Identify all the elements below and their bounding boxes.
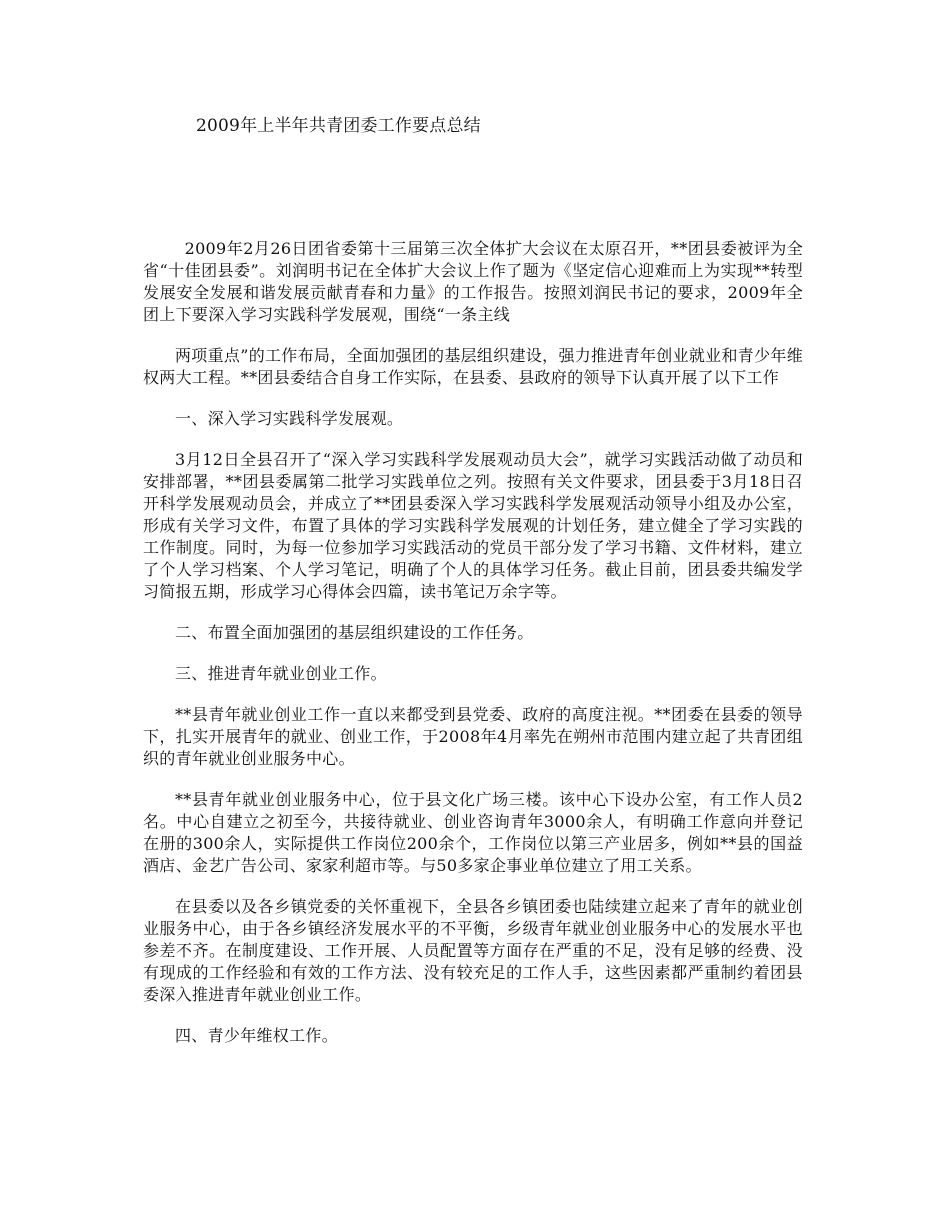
paragraph-6: 在县委以及各乡镇党委的关怀重视下，全县各乡镇团委也陆续建立起来了青年的就业创业服务中心，由于各乡镇经济发展水平的不平衡，乡级青年就业创业服务中心的发展水平也参差不齐。在制度建设、工作开展、人员配置等方面存在严重的不足，没有足够的经费、没有现成的工作经验和有效的工作方法、没有较充足的工作人手，这些因素都严重制约着团县委深入推进青年就业创业工作。 [143,897,803,1004]
section-heading-3: 三、推进青年就业创业工作。 [175,664,387,683]
paragraph-2: 两项重点”的工作布局，全面加强团的基层组织建设，强力推进青年创业就业和青少年维权两大工程。**团县委结合自身工作实际，在县委、县政府的领导下认真开展了以下工作 [143,346,803,387]
paragraph-3: 3月12日全县召开了“深入学习实践科学发展观动员大会”，就学习实践活动做了动员和安排部署，**团县委属第二批学习实践单位之列。按照有关文件要求，团县委于3月18日召开科学发展观动员会，并成立了**团县委深入学习实践科学发展观活动领导小组及办公室，形成有关学习文件，布置了具体的学习实践科学发展观的计划任务，建立健全了学习实践的工作制度。同时，为每一位参加学习实践活动的党员干部分发了学习书籍、文件材料，建立了个人学习档案、个人学习笔记，明确了个人的具体学习任务。截止目前，团县委共编发学习简报五期，形成学习心得体会四篇，读书笔记万余字等。 [143,450,803,601]
document-body [143,238,803,1047]
section-heading-1: 一、深入学习实践科学发展观。 [175,409,404,428]
paragraph-1: 2009年2月26日团省委第十三届第三次全体扩大会议在太原召开，**团县委被评为全省“十佳团县委”。刘润明书记在全体扩大会议上作了题为《坚定信心迎难而上为实现**转型发展安全发展和谐发展贡献青春和力量》的工作报告。按照刘润民书记的要求，2009年全团上下要深入学习实践科学发展观，围绕“一条主线 [143,239,803,324]
section-heading-4: 四、青少年维权工作。 [175,1026,339,1045]
paragraph-4: **县青年就业创业工作一直以来都受到县党委、政府的高度注视。**团委在县委的领导下，扎实开展青年的就业、创业工作，于2008年4月率先在朔州市范围内建立起了共青团组织的青年就业创业服务中心。 [143,705,803,768]
paragraph-5: **县青年就业创业服务中心，位于县文化广场三楼。该中心下设办公室，有工作人员2名。中心自建立之初至今，共接待就业、创业咨询青年3000余人，有明确工作意向并登记在册的300余人，实际提供工作岗位200余个，工作岗位以第三产业居多，例如**县的国益酒店、金艺广告公司、家家利超市等。与50多家企事业单位建立了用工关系。 [143,790,803,875]
section-heading-2: 二、布置全面加强团的基层组织建设的工作任务。 [175,623,534,642]
document-title: 2009年上半年共青团委工作要点总结 [196,116,481,136]
